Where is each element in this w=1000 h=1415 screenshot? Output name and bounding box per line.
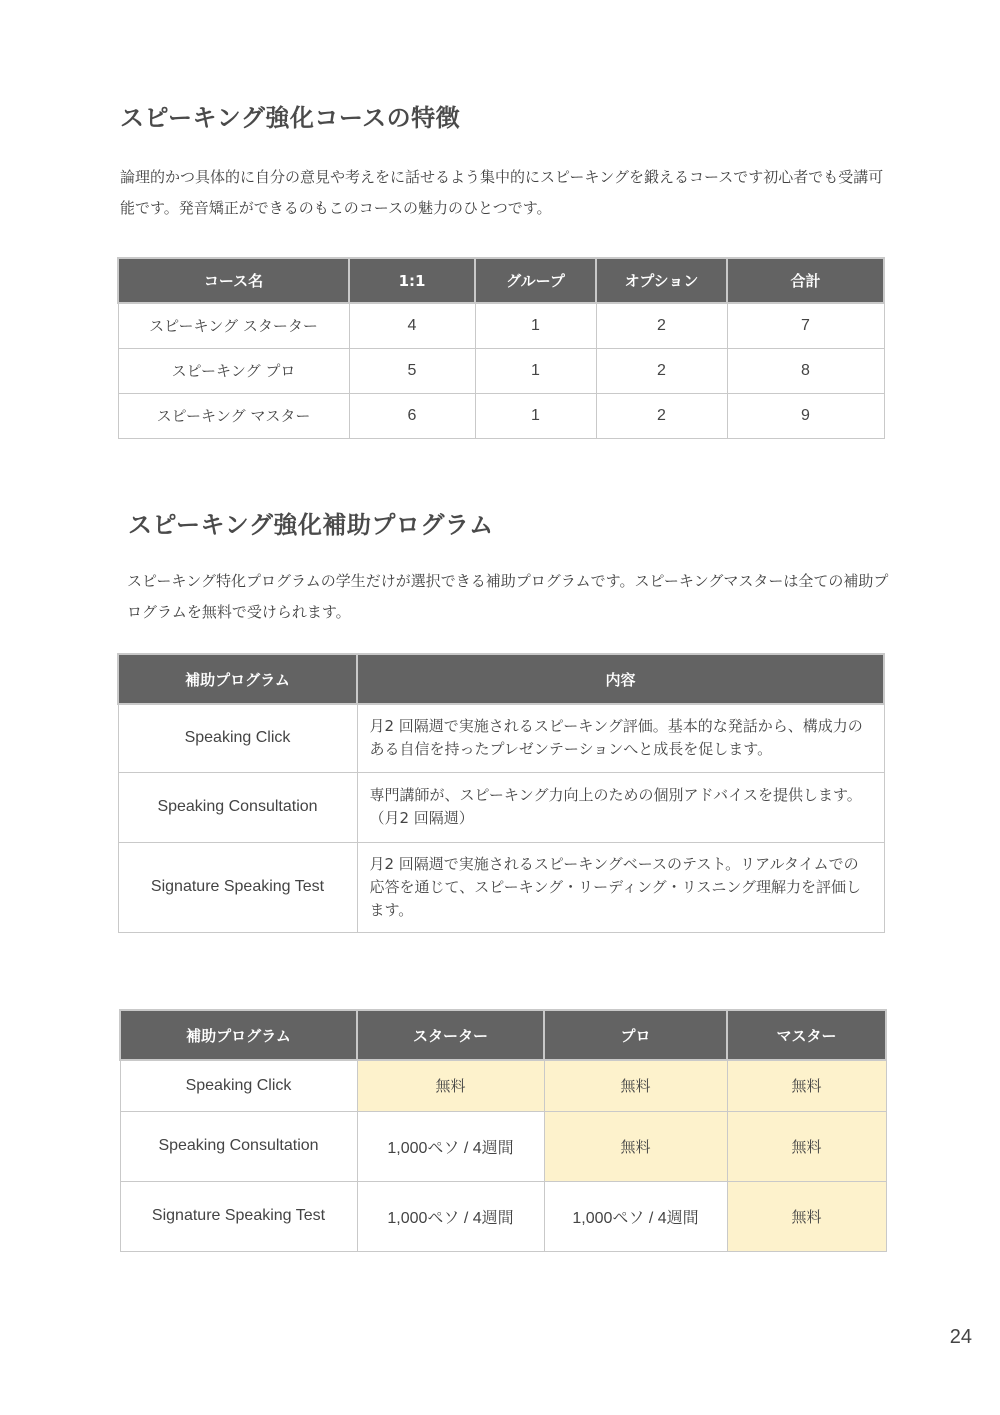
course-name-cell: スピーキング マスター bbox=[118, 393, 349, 438]
price-program-name-cell: Speaking Click bbox=[120, 1060, 357, 1111]
one-on-one-cell: 4 bbox=[349, 303, 475, 348]
group-cell: 1 bbox=[475, 303, 596, 348]
course-table-header-option: オプション bbox=[596, 258, 727, 303]
course-table-header-one-on-one: 1:1 bbox=[349, 258, 475, 303]
pro-price-cell: 1,000ペソ / 4週間 bbox=[544, 1181, 727, 1251]
program-table bbox=[117, 653, 885, 933]
course-name-cell: スピーキング スターター bbox=[118, 303, 349, 348]
program-name-cell: Speaking Consultation bbox=[118, 772, 357, 842]
course-table-header-group: グループ bbox=[475, 258, 596, 303]
program-content-cell: 専門講師が、スピーキング力向上のための個別アドバイスを提供します。（月2 回隔週） bbox=[357, 772, 884, 842]
price-table-header-pro: プロ bbox=[544, 1010, 727, 1060]
program-content-cell: 月2 回隔週で実施されるスピーキングベースのテスト。リアルタイムでの応答を通じて、スピーキング・リーディング・リスニング理解力を評価します。 bbox=[357, 842, 884, 932]
table-row bbox=[118, 393, 884, 438]
price-program-name-cell: Speaking Consultation bbox=[120, 1111, 357, 1181]
course-table-header-row bbox=[118, 258, 884, 303]
table-row bbox=[118, 842, 884, 932]
group-cell: 1 bbox=[475, 393, 596, 438]
table-row bbox=[120, 1181, 886, 1251]
pro-price-cell: 無料 bbox=[544, 1111, 727, 1181]
option-cell: 2 bbox=[596, 303, 727, 348]
program-content-cell: 月2 回隔週で実施されるスピーキング評価。基本的な発話から、構成力のある自信を持ったプレゼンテーションへと成長を促します。 bbox=[357, 704, 884, 772]
price-table-header-row bbox=[120, 1010, 886, 1060]
table-row bbox=[118, 348, 884, 393]
page-number: 24 bbox=[949, 1326, 972, 1348]
price-table-header-master: マスター bbox=[727, 1010, 886, 1060]
course-table-header-name: コース名 bbox=[118, 258, 349, 303]
program-table-header-content: 内容 bbox=[357, 654, 884, 704]
table-row bbox=[120, 1111, 886, 1181]
one-on-one-cell: 5 bbox=[349, 348, 475, 393]
one-on-one-cell: 6 bbox=[349, 393, 475, 438]
table-row bbox=[118, 772, 884, 842]
group-cell: 1 bbox=[475, 348, 596, 393]
course-table bbox=[117, 257, 885, 439]
table-row bbox=[120, 1060, 886, 1111]
master-price-cell: 無料 bbox=[727, 1111, 886, 1181]
total-cell: 7 bbox=[727, 303, 884, 348]
section-description-support-programs: スピーキング特化プログラムの学生だけが選択できる補助プログラムです。スピーキングマスターは全ての補助プログラムを無料で受けられます。 bbox=[127, 572, 889, 621]
program-table-header-name: 補助プログラム bbox=[118, 654, 357, 704]
option-cell: 2 bbox=[596, 348, 727, 393]
price-table-header-starter: スターター bbox=[357, 1010, 544, 1060]
starter-price-cell: 1,000ペソ / 4週間 bbox=[357, 1181, 544, 1251]
section-title-course-features: スピーキング強化コースの特徴 bbox=[120, 104, 461, 132]
price-table bbox=[119, 1009, 887, 1252]
option-cell: 2 bbox=[596, 393, 727, 438]
program-name-cell: Signature Speaking Test bbox=[118, 842, 357, 932]
total-cell: 9 bbox=[727, 393, 884, 438]
program-name-cell: Speaking Click bbox=[118, 704, 357, 772]
section-title-support-programs: スピーキング強化補助プログラム bbox=[128, 511, 494, 539]
price-table-header-program: 補助プログラム bbox=[120, 1010, 357, 1060]
pro-price-cell: 無料 bbox=[544, 1060, 727, 1111]
master-price-cell: 無料 bbox=[727, 1181, 886, 1251]
starter-price-cell: 無料 bbox=[357, 1060, 544, 1111]
course-table-header-total: 合計 bbox=[727, 258, 884, 303]
course-name-cell: スピーキング プロ bbox=[118, 348, 349, 393]
program-table-header-row bbox=[118, 654, 884, 704]
price-program-name-cell: Signature Speaking Test bbox=[120, 1181, 357, 1251]
table-row bbox=[118, 704, 884, 772]
table-row bbox=[118, 303, 884, 348]
section-description-course-features: 論理的かつ具体的に自分の意見や考えをに話せるよう集中的にスピーキングを鍛えるコースです初心者でも受講可能です。発音矯正ができるのもこのコースの魅力のひとつです。 bbox=[120, 168, 884, 217]
master-price-cell: 無料 bbox=[727, 1060, 886, 1111]
starter-price-cell: 1,000ペソ / 4週間 bbox=[357, 1111, 544, 1181]
total-cell: 8 bbox=[727, 348, 884, 393]
